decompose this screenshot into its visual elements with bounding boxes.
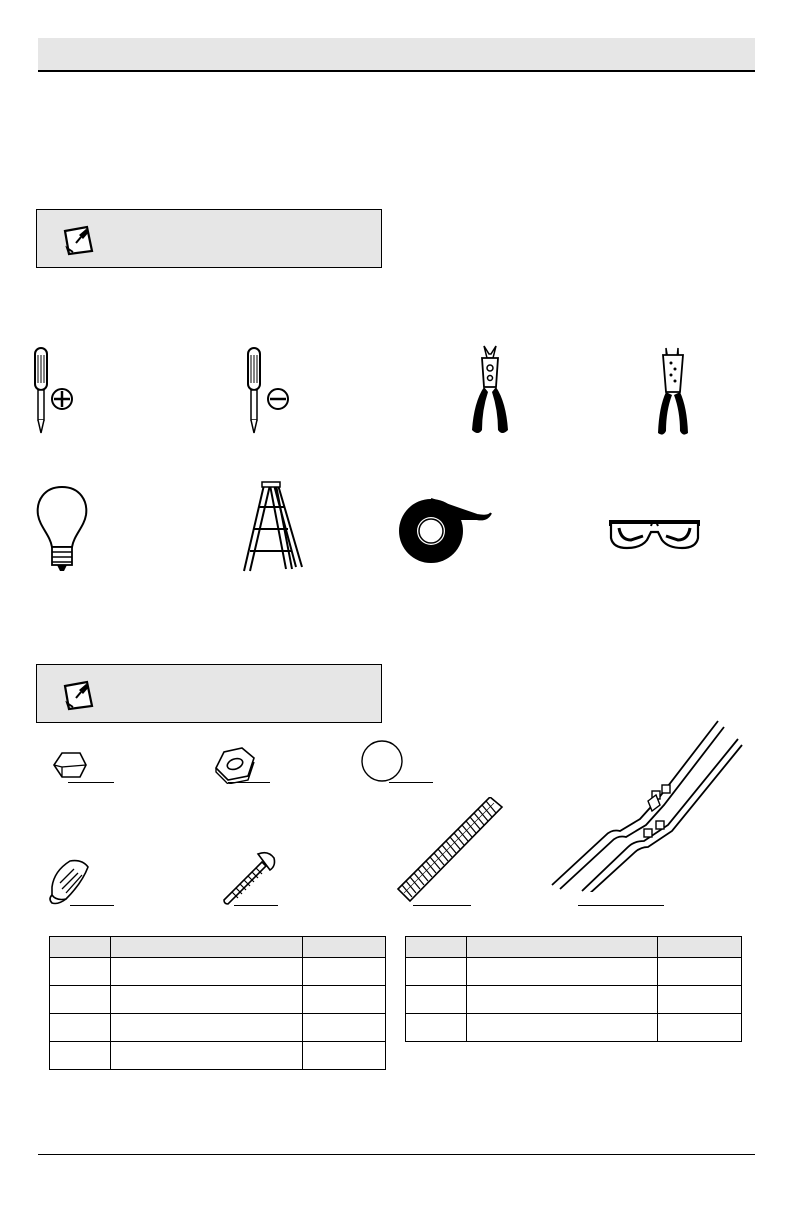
table-cell bbox=[110, 1042, 303, 1070]
hardware-note-box bbox=[36, 664, 382, 723]
table-cell bbox=[406, 958, 467, 986]
column-header bbox=[303, 937, 386, 958]
table-row bbox=[406, 958, 742, 986]
table-cell bbox=[303, 1042, 386, 1070]
table-cell bbox=[406, 1014, 467, 1042]
table-cell bbox=[466, 986, 657, 1014]
wire-connector-icon bbox=[48, 857, 92, 905]
header-band bbox=[38, 38, 755, 72]
parts-table-right bbox=[405, 936, 742, 1042]
safety-glasses-icon bbox=[607, 512, 702, 552]
electrical-tape-icon bbox=[397, 497, 492, 565]
threaded-rod-icon bbox=[396, 797, 506, 905]
part-label-line bbox=[389, 782, 433, 783]
parts-table-left bbox=[49, 936, 386, 1070]
table-cell bbox=[303, 1014, 386, 1042]
part-label-line bbox=[228, 782, 270, 783]
table-cell bbox=[657, 986, 742, 1014]
column-header bbox=[50, 937, 111, 958]
table-cell bbox=[110, 958, 303, 986]
table-cell bbox=[466, 958, 657, 986]
table-cell bbox=[50, 958, 111, 986]
table-cell bbox=[50, 1014, 111, 1042]
table-row bbox=[406, 1014, 742, 1042]
table-row bbox=[406, 986, 742, 1014]
flathead-screwdriver-icon bbox=[238, 345, 298, 435]
light-bulb-icon bbox=[32, 483, 92, 575]
part-label-line bbox=[234, 905, 278, 906]
table-cell bbox=[466, 1014, 657, 1042]
hex-nut-icon bbox=[212, 744, 260, 784]
tools-note-box bbox=[36, 209, 382, 268]
table-cell bbox=[110, 986, 303, 1014]
note-icon bbox=[59, 676, 99, 712]
table-cell bbox=[303, 986, 386, 1014]
table-cell bbox=[657, 958, 742, 986]
wire-cutter-icon bbox=[460, 342, 520, 437]
part-label-line bbox=[68, 782, 114, 783]
table-row bbox=[50, 986, 386, 1014]
round-disc-icon bbox=[360, 739, 406, 785]
part-label-line bbox=[70, 905, 114, 906]
mounting-bracket-icon bbox=[548, 717, 748, 892]
column-header bbox=[110, 937, 303, 958]
table-cell bbox=[303, 958, 386, 986]
table-header-row bbox=[406, 937, 742, 958]
column-header bbox=[657, 937, 742, 958]
column-header bbox=[406, 937, 467, 958]
table-cell bbox=[406, 986, 467, 1014]
part-label-line bbox=[578, 905, 664, 906]
table-header-row bbox=[50, 937, 386, 958]
table-cell bbox=[50, 1042, 111, 1070]
wire-nut-cap-icon bbox=[50, 749, 90, 785]
table-row bbox=[50, 1042, 386, 1070]
part-label-line bbox=[413, 905, 471, 906]
table-cell bbox=[50, 986, 111, 1014]
note-icon bbox=[59, 221, 99, 257]
table-row bbox=[50, 1014, 386, 1042]
screw-icon bbox=[218, 848, 280, 908]
footer-rule bbox=[38, 1154, 755, 1155]
wire-stripper-icon bbox=[643, 345, 703, 437]
table-cell bbox=[110, 1014, 303, 1042]
table-cell bbox=[657, 1014, 742, 1042]
column-header bbox=[466, 937, 657, 958]
phillips-screwdriver-icon bbox=[20, 345, 80, 435]
step-ladder-icon bbox=[240, 481, 310, 573]
table-row bbox=[50, 958, 386, 986]
